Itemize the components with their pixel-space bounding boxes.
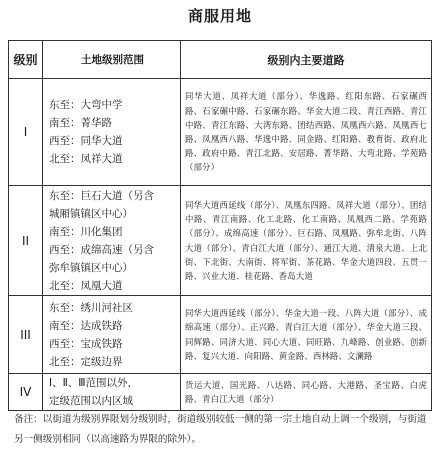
table-note: 备注：以街道为级别界限划分级别时，街道级别较低一侧的第一宗土地自动上调一个级别，与街道另一侧级别相同（以高速路为界限的除外）。 — [14, 414, 427, 445]
table-row — [9, 186, 432, 296]
range-line: 南至：菁华路 — [49, 117, 112, 129]
range-line: 定级范围以内区域 — [49, 395, 133, 407]
range-cell — [43, 186, 181, 296]
range-cell — [43, 79, 181, 186]
level-cell: II — [9, 186, 43, 296]
level-cell: III — [9, 296, 43, 374]
range-line: 东至：绣川河社区 — [49, 301, 133, 314]
range-line: 北至：凤凰大道 — [49, 279, 123, 292]
range-line: 西至：宝成铁路 — [49, 337, 123, 350]
page-title: 商服用地 — [187, 7, 252, 25]
range-line: 北至：凤祥大道 — [49, 153, 123, 165]
range-cell — [43, 374, 181, 411]
roads-cell: 同华大道、凤祥大道（部分）、华逸路、红阳东路、石家碾西路、石家碾中路、石家碾东路、华金大道二段、青江西路、青江中路、青江东路、大湾东路、团结西路、凤凰西六路、凤凰西七路、凤凰西八路、华逸中路、同金路、红阳路、教育街、政府北路、政府中路、青江北路、安居路、菁华路、大弯北路、学苑路（部分） — [181, 79, 432, 186]
range-line: 西至：同华大道 — [49, 135, 123, 147]
range-line: 南至：川化集团 — [49, 225, 123, 238]
header-level: 级别 — [9, 41, 43, 79]
range-line: 东至：巨石大道（另含 — [49, 189, 154, 202]
range-line: 西至：成绵高速（另含 — [49, 243, 154, 256]
range-line: 弥牟镇镇区中心） — [49, 261, 133, 274]
range-line: 城厢镇镇区中心） — [49, 207, 133, 220]
roads-cell: 同华大道西延线（部分）、凤凰东四路、凤祥大道（部分）、团结中路、青江南路、化工北路、化工南路、凤凰西二路、学苑路（部分）、成绵高速（部分）、巨石路、凤凰路、弥牟北街、八阵大道（部分）、青白江大道（部分）、通江大道、清泉大道、上北街、下北街、大南街、将军街、茶花路、华金大道四段、五贯一路、兴业大道、桂花路、香岛大道 — [181, 186, 432, 296]
level-cell: I — [9, 79, 43, 186]
range-cell — [43, 296, 181, 374]
level-cell: IV — [9, 374, 43, 411]
range-line: 北至：定级边界 — [49, 355, 123, 368]
land-level-table — [8, 40, 432, 411]
table-header-row — [9, 41, 432, 79]
range-line: 东至：大弯中学 — [49, 99, 123, 111]
roads-cell: 货运大道、国光路、八达路、同心路、大港路、圣宝路、白虎路、青白江大道（部分） — [181, 374, 432, 411]
table-row — [9, 79, 432, 186]
table-row — [9, 296, 432, 374]
range-line: Ⅰ、Ⅱ、Ⅲ范围以外， — [49, 377, 139, 389]
range-line: 南至：达成铁路 — [49, 319, 123, 332]
table-row — [9, 374, 432, 411]
header-roads: 级别内主要道路 — [181, 41, 432, 79]
roads-cell: 同华大道西延线（部分）、华金大道一段、八阵大道（部分）、成绵高速（部分）、正兴路、青白江大道（部分）、华金大道三段、同辉路、同济大道、同心大道、同旺路、九峰路、创业路、创新路、复兴大道、向阳路、黄金路、西林路、文澜路 — [181, 296, 432, 374]
header-range: 土地级别范围 — [43, 41, 181, 79]
